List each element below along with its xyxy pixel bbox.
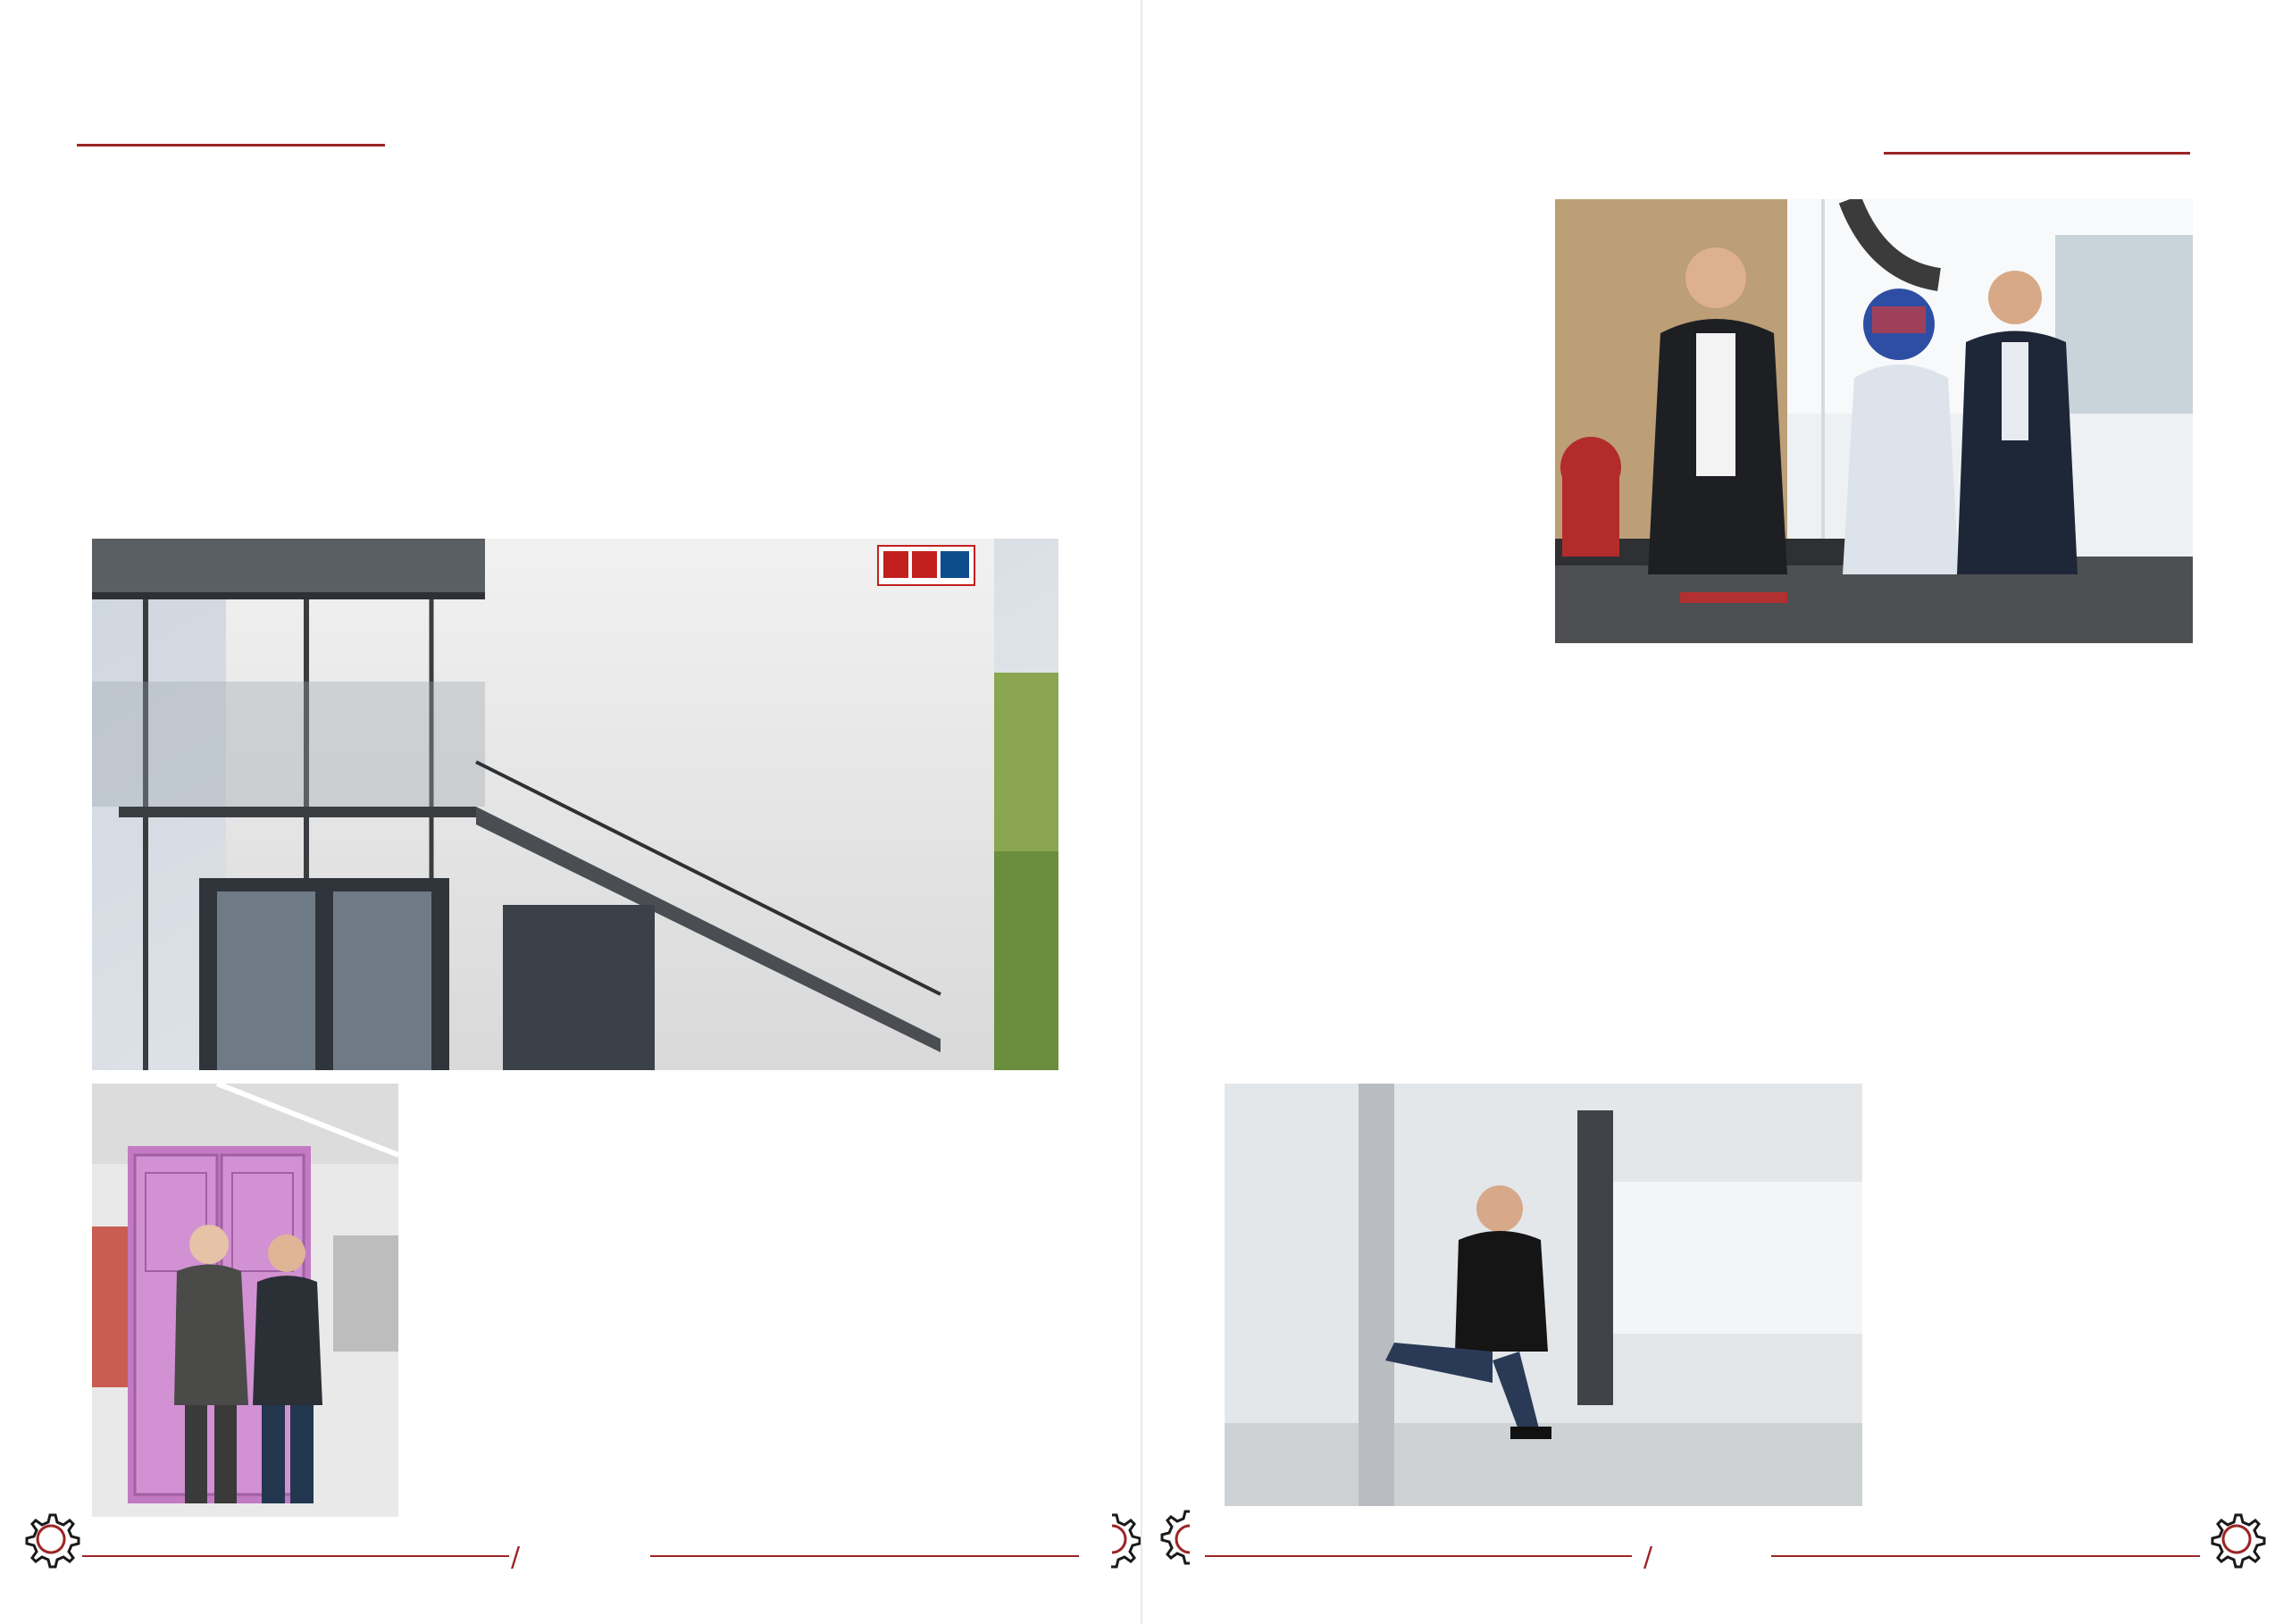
photo-strongman-kick	[1225, 1084, 1862, 1506]
photo-two-men-illustration	[92, 1084, 398, 1517]
gear-icon-right	[2205, 1508, 2268, 1570]
text-column-4	[1555, 667, 1863, 691]
page-left	[0, 0, 1141, 1624]
text-column-2	[752, 1084, 1058, 1107]
hero-photo-group-staircase	[92, 539, 1058, 1070]
section-rule	[77, 144, 385, 146]
footer-rule-right	[650, 1555, 1079, 1557]
footer-rule-left-2	[1205, 1555, 1632, 1557]
text-column-1	[420, 1084, 728, 1107]
hero-photo-illustration	[92, 539, 1058, 1070]
text-column-3	[1225, 199, 1533, 222]
gear-icon	[20, 1508, 82, 1570]
photo-welding-mannequin	[1555, 199, 2193, 643]
footer-logo: /	[511, 1542, 521, 1573]
photo-two-men-pink-doors	[92, 1084, 398, 1517]
text-column-5	[1884, 655, 2191, 678]
gear-half-icon-right	[1158, 1508, 1221, 1570]
page-right	[1142, 0, 2283, 1624]
gear-half-icon	[1081, 1508, 1143, 1570]
photo-strongman-illustration	[1225, 1084, 1862, 1506]
footer-rule-right-2	[1771, 1555, 2200, 1557]
footer-logo-right: /	[1643, 1542, 1653, 1573]
footer-rule-left	[82, 1555, 509, 1557]
article-headline	[92, 197, 1083, 286]
section-rule-right	[1884, 152, 2190, 155]
photo-welding-illustration	[1555, 199, 2193, 643]
